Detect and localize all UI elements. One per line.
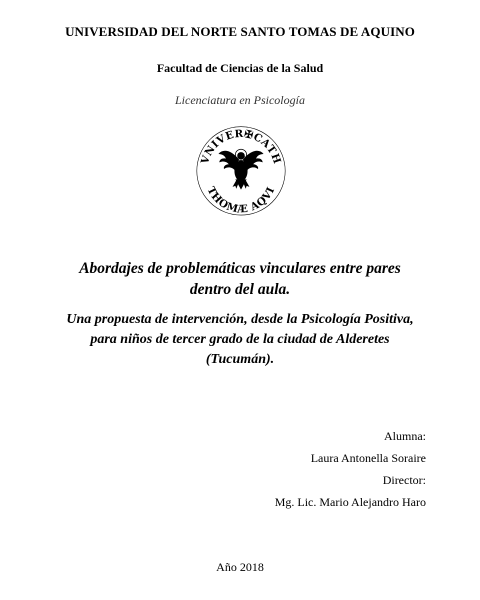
thesis-subtitle-line-3: (Tucumán).	[205, 352, 275, 367]
student-name: Laura Antonella Soraire	[310, 451, 426, 465]
thesis-title-line-2: dentro del aula.	[189, 281, 291, 298]
director-label: Director:	[382, 473, 426, 487]
seal-text-bottom: THOMÆ AQVI	[204, 184, 278, 216]
thesis-subtitle-line-2: para niños de tercer grado de la ciudad de Alderetes	[90, 332, 390, 347]
faculty-name: Facultad de Ciencias de la Salud	[156, 61, 324, 75]
thesis-title	[0, 258, 480, 300]
university-seal-icon	[194, 122, 288, 216]
student-label: Alumna:	[384, 429, 426, 443]
career-name: Licenciatura en Psicología	[175, 93, 305, 107]
university-name: UNIVERSIDAD DEL NORTE SANTO TOMAS DE AQUINO	[65, 24, 415, 39]
thesis-subtitle	[0, 310, 480, 370]
thesis-title-line-1: Abordajes de problemáticas vinculares entre pares	[79, 260, 401, 277]
director-name: Mg. Lic. Mario Alejandro Haro	[274, 495, 426, 509]
seal-text-top: VNIVER✠CATH	[198, 127, 284, 166]
thesis-subtitle-line-1: Una propuesta de intervención, desde la Psicología Positiva,	[66, 312, 414, 327]
year-label: Año 2018	[216, 560, 264, 574]
